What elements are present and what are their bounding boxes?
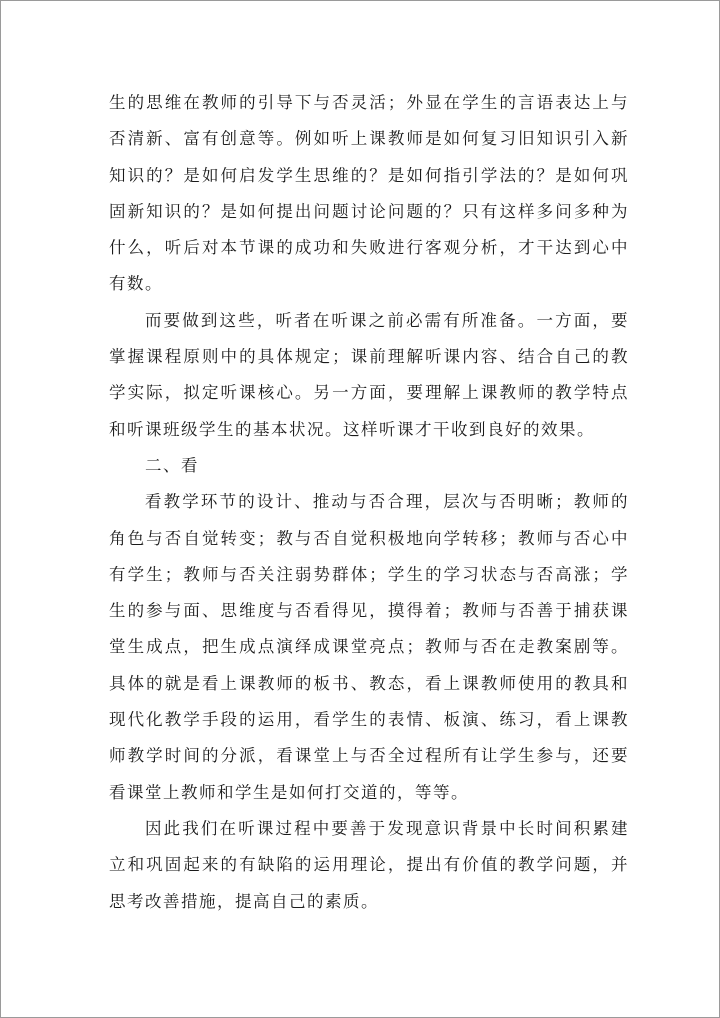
paragraph-4: 因此我们在听课过程中要善于发现意识背景中长时间积累建立和巩固起来的有缺陷的运用理论，提出有价值的教学问题，并思考改善措施，提高自己的素质。 [109, 818, 629, 911]
section-heading: 二、看 [145, 455, 199, 475]
paragraph-3: 看教学环节的设计、推动与否合理，层次与否明晰；教师的角色与否自觉转变；教与否自觉积极地向学转移；教师与否心中有学生；教师与否关注弱势群体；学生的学习状态与否高涨；学生的参与面、思维度与否看得见，摸得着；教师与否善于捕获课堂生成点，把生成点演绎成课堂亮点；教师与否在走教案剧等。具体的就是看上课教师的板书、教态，看上课教师使用的教具和现代化教学手段的运用，看学生的表情、板演、练习，看上课教师教学时间的分派，看课堂上与否全过程所有让学生参与，还要看课堂上教师和学生是如何打交道的，等等。 [109, 492, 629, 802]
paragraph-1: 生的思维在教师的引导下与否灵活；外显在学生的言语表达上与否清新、富有创意等。例如听上课教师是如何复习旧知识引入新知识的？是如何启发学生思维的？是如何指引学法的？是如何巩固新知识的？是如何提出问题讨论问题的？只有这样多问多种为什么，听后对本节课的成功和失败进行客观分析，才干达到心中有数。 [109, 93, 629, 294]
paragraph-2: 而要做到这些，听者在听课之前必需有所准备。一方面，要掌握课程原则中的具体规定；课前理解听课内容、结合自己的教学实际，拟定听课核心。另一方面，要理解上课教师的教学特点和听课班级学生的基本状况。这样听课才干收到良好的效果。 [109, 310, 629, 439]
document-body [109, 85, 629, 920]
